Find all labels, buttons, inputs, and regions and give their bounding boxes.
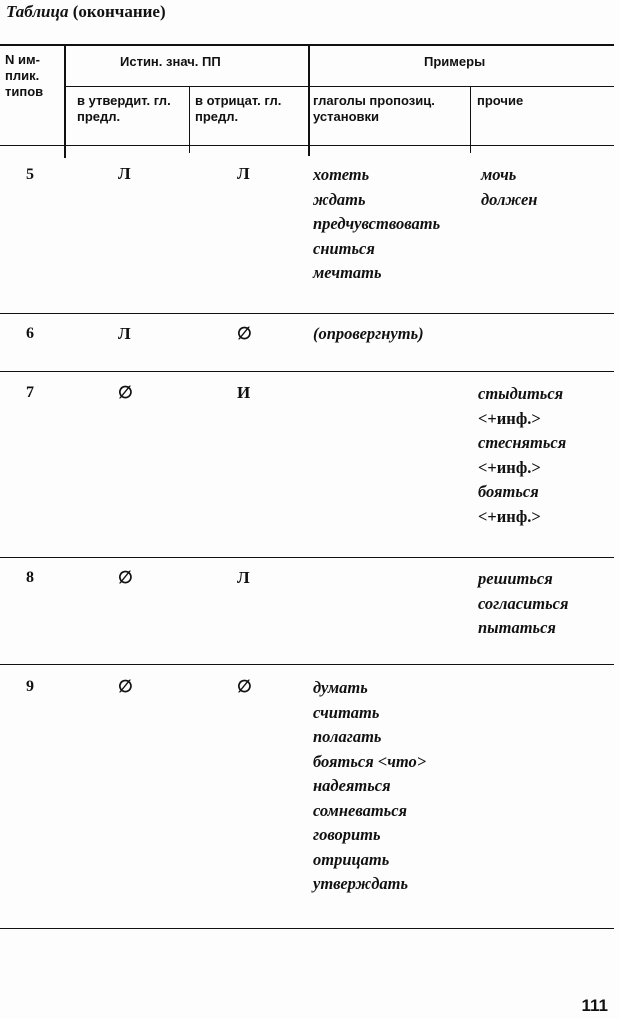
row-9-affirm: ∅ (118, 677, 133, 696)
row-9-neg: ∅ (237, 677, 252, 696)
row-rule-7 (0, 557, 614, 558)
row-7-affirm: ∅ (118, 383, 133, 402)
header-ex-other: прочие (477, 93, 524, 108)
row-5-number: 5 (26, 166, 34, 183)
list-item: утверждать (313, 874, 409, 893)
list-item: пытаться (478, 618, 556, 637)
row-6-prop-list (313, 322, 424, 347)
list-item: надеяться (313, 776, 391, 795)
list-item: сниться (313, 238, 375, 258)
list-item: <+инф.> (478, 457, 541, 477)
table-caption (6, 2, 166, 22)
row-7-neg: И (237, 383, 251, 402)
header-col-type: N им- плик. типов (5, 52, 44, 99)
list-item: считать (313, 702, 380, 722)
header-truth-group: Истин. знач. ПП (120, 54, 221, 69)
row-8-neg: Л (237, 568, 250, 587)
list-item: мечтать (313, 263, 382, 282)
list-item: (опровергнуть) (313, 324, 424, 343)
list-item: предчувствовать (313, 214, 441, 233)
row-6-number: 6 (26, 325, 34, 342)
list-item: бояться (478, 482, 539, 501)
row-9-number: 9 (26, 678, 34, 695)
list-item: говорить (313, 825, 381, 844)
row-5-other-list (481, 163, 537, 212)
header-bottom-rule (0, 145, 614, 146)
row-5-affirm: Л (118, 164, 131, 183)
row-5-prop-list (313, 163, 440, 286)
list-item: сомневаться (313, 800, 408, 820)
list-item: <+инф.> (478, 506, 541, 526)
list-item: <+инф.> (478, 408, 541, 428)
row-rule-6 (0, 371, 614, 372)
list-item: полагать (313, 727, 382, 746)
list-item: думать (313, 678, 368, 697)
list-item: бояться <что> (313, 751, 427, 771)
row-6-affirm: Л (118, 324, 131, 343)
table-top-rule (0, 44, 614, 46)
header-truth-affirm: в утвердит. гл. предл. (77, 93, 171, 124)
header-truth-neg: в отрицат. гл. предл. (195, 93, 282, 124)
list-item: отрицать (313, 849, 390, 869)
row-8-other-list (478, 567, 568, 641)
row-8-affirm: ∅ (118, 568, 133, 587)
list-item: решиться (478, 569, 553, 588)
row-8-number: 8 (26, 569, 34, 586)
list-item: согласиться (478, 593, 569, 613)
row-7-number: 7 (26, 384, 34, 401)
list-item: ждать (313, 189, 366, 209)
list-item: стесняться (478, 433, 567, 452)
header-vline-3 (308, 44, 310, 156)
header-sub-rule (66, 86, 614, 87)
row-9-prop-list (313, 676, 426, 897)
header-vline-1 (64, 44, 66, 158)
list-item: хотеть (313, 165, 370, 184)
row-5-neg: Л (237, 164, 250, 183)
list-item: должен (481, 189, 538, 209)
caption-title: Таблица (6, 2, 69, 21)
table-bottom-rule (0, 928, 614, 929)
row-rule-5 (0, 313, 614, 314)
header-examples-group: Примеры (424, 54, 486, 69)
row-7-other-list (478, 382, 566, 529)
list-item: мочь (481, 165, 517, 184)
caption-note: (окончание) (72, 2, 166, 21)
header-vline-4 (470, 87, 471, 153)
list-item: стыдиться (478, 384, 564, 403)
header-ex-prop: глаголы пропозиц. установки (313, 93, 435, 124)
page-number: 111 (581, 996, 608, 1015)
header-vline-2 (189, 87, 190, 153)
row-rule-8 (0, 664, 614, 665)
row-6-neg: ∅ (237, 324, 252, 343)
